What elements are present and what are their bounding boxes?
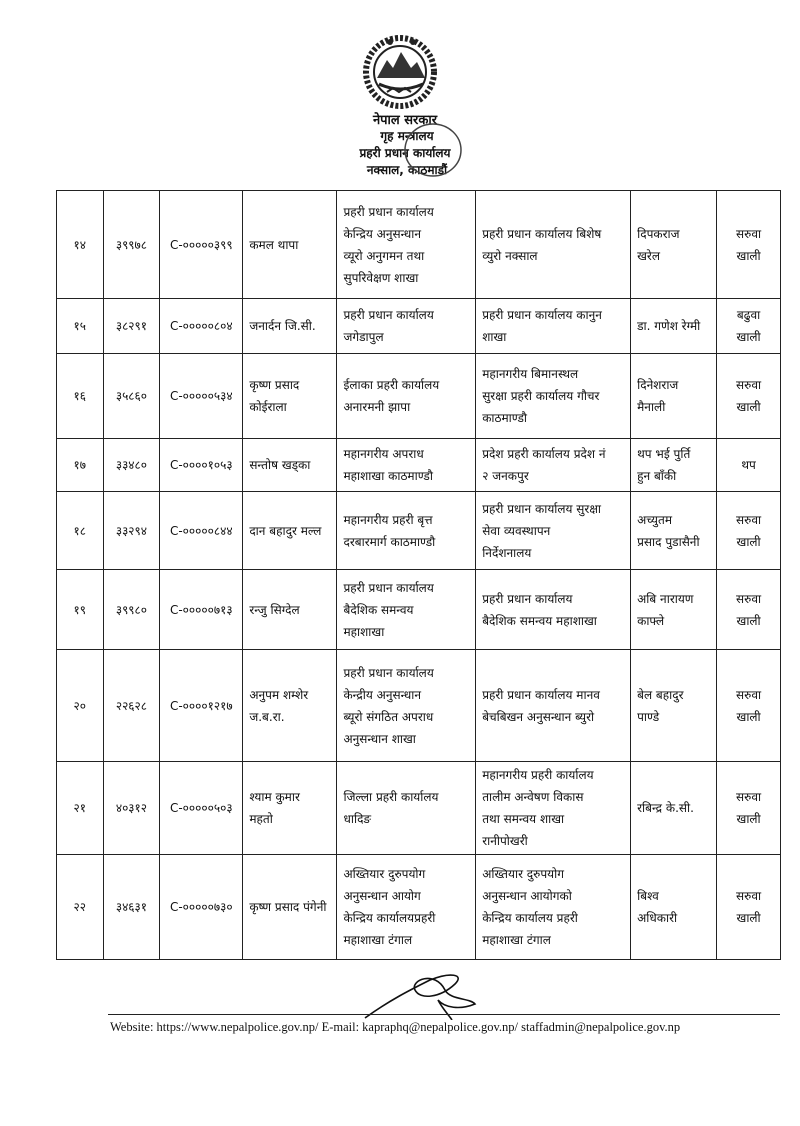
table-row xyxy=(57,762,781,855)
table-row xyxy=(57,855,781,960)
remark-line: खाली xyxy=(736,534,761,549)
current-office-line: प्रहरी प्रधान कार्यालय xyxy=(343,308,434,322)
name-cell xyxy=(243,354,337,439)
code-cell: C-०००००५०३ xyxy=(160,762,243,855)
new-office-cell xyxy=(476,439,631,492)
serial-number-cell: १४ xyxy=(57,191,104,299)
name-cell xyxy=(243,299,337,354)
replacement-officer-cell xyxy=(631,354,717,439)
new-office-cell xyxy=(476,354,631,439)
new-office-line: अनुसन्धान आयोगको xyxy=(482,889,572,903)
new-office-line: प्रहरी प्रधान कार्यालय सुरक्षा xyxy=(482,501,602,516)
new-office-line: महाशाखा टंगाल xyxy=(482,933,551,947)
new-office-cell xyxy=(476,855,631,960)
current-office-line: ईलाका प्रहरी कार्यालय xyxy=(343,378,440,392)
remark-line: खाली xyxy=(736,400,761,414)
current-office-cell xyxy=(337,354,476,439)
new-office-line: व्युरो नक्साल xyxy=(482,248,538,263)
name-line: कमल थापा xyxy=(249,237,299,252)
replacement-officer-line: दिपकराज xyxy=(637,226,680,241)
replacement-officer-line: बेल बहादुर xyxy=(637,687,684,702)
current-office-line: धादिङ xyxy=(343,812,372,826)
current-office-line: महानगरीय प्रहरी बृत्त xyxy=(343,512,433,527)
serial-number-cell: १६ xyxy=(57,354,104,439)
signature xyxy=(360,970,480,1020)
current-office-line: प्रहरी प्रधान कार्यालय xyxy=(343,204,434,219)
new-office-line: प्रहरी प्रधान कार्यालय बिशेष xyxy=(482,226,602,241)
new-office-line: निर्देशनालय xyxy=(482,545,532,560)
remark-line: खाली xyxy=(736,911,761,925)
current-office-line: अनुसन्धान आयोग xyxy=(343,889,421,903)
replacement-officer-line: हुन बाँकी xyxy=(637,469,677,483)
remark-line: सरुवा xyxy=(736,378,762,392)
footer-divider xyxy=(108,1014,780,1015)
remark-line: सरुवा xyxy=(736,226,762,241)
new-office-line: बैदेशिक समन्वय महाशाखा xyxy=(482,613,597,628)
remark-cell xyxy=(717,439,781,492)
current-office-cell xyxy=(337,762,476,855)
replacement-officer-line: प्रसाद पुडासैनी xyxy=(637,534,700,549)
current-office-line: व्यूरो अनुगमन तथा xyxy=(343,248,425,263)
remark-line: थप xyxy=(741,458,756,472)
transfer-table xyxy=(56,190,781,960)
seal-line-2: गृह मन्त्रालय xyxy=(380,129,434,143)
new-office-line: २ जनकपुर xyxy=(482,469,529,483)
name-cell xyxy=(243,762,337,855)
replacement-officer-line: थप भई पुर्ति xyxy=(637,447,691,461)
seal-line-3: प्रहरी प्रधान कार्यालय xyxy=(359,146,451,160)
current-office-line: जगेडापुल xyxy=(343,330,384,344)
remark-line: खाली xyxy=(736,330,761,344)
replacement-officer-line: डा. गणेश रेग्मी xyxy=(637,319,701,333)
current-office-line: दरबारमार्ग काठमाण्डौ xyxy=(343,534,436,549)
name-line: अनुपम शम्शेर xyxy=(249,687,309,702)
remark-line: सरुवा xyxy=(736,889,762,903)
remark-cell xyxy=(717,855,781,960)
new-office-line: महानगरीय बिमानस्थल xyxy=(482,367,579,381)
new-office-line: प्रहरी प्रधान कार्यालय कानुन xyxy=(482,308,602,322)
remark-line: खाली xyxy=(736,812,761,826)
remark-cell xyxy=(717,299,781,354)
code-cell: C-०००००८४४ xyxy=(160,492,243,570)
name-line: महतो xyxy=(249,812,273,826)
current-office-line: अख्तियार दुरुपयोग xyxy=(343,867,426,881)
current-office-line: केन्द्रिय अनुसन्धान xyxy=(343,226,422,241)
current-office-cell xyxy=(337,492,476,570)
current-office-line: प्रहरी प्रधान कार्यालय xyxy=(343,580,434,595)
current-office-line: महाशाखा काठमाण्डौ xyxy=(343,469,433,483)
serial-number-cell: २२ xyxy=(57,855,104,960)
footer-contact: Website: https://www.nepalpolice.gov.np/ E-mail: kapraphq@nepalpolice.gov.np/ staffadmin@nepalpolice.gov.np xyxy=(110,1020,681,1034)
new-office-cell xyxy=(476,191,631,299)
name-line: कृष्ण प्रसाद पंगेनी xyxy=(249,900,327,914)
code-cell: C-००००१०५३ xyxy=(160,439,243,492)
name-line: कृष्ण प्रसाद xyxy=(249,378,300,392)
name-line: दान बहादुर मल्ल xyxy=(249,523,322,538)
replacement-officer-line: अबि नारायण xyxy=(637,591,694,606)
name-line: सन्तोष खड्का xyxy=(249,458,311,472)
current-office-line: महाशाखा टंगाल xyxy=(343,933,413,947)
remark-cell xyxy=(717,191,781,299)
current-office-line: प्रहरी प्रधान कार्यालय xyxy=(343,665,434,680)
remark-cell xyxy=(717,354,781,439)
new-office-cell xyxy=(476,570,631,650)
name-cell xyxy=(243,191,337,299)
new-office-line: प्रदेश प्रहरी कार्यालय प्रदेश नं xyxy=(482,447,606,461)
code-cell: C-०००००८०४ xyxy=(160,299,243,354)
remark-cell xyxy=(717,762,781,855)
serial-number-cell: २० xyxy=(57,650,104,762)
table-row xyxy=(57,354,781,439)
name-cell xyxy=(243,492,337,570)
current-office-line: महानगरीय अपराध xyxy=(343,447,424,461)
new-office-line: तथा समन्वय शाखा xyxy=(482,812,565,826)
name-line: ज.ब.रा. xyxy=(249,709,285,724)
replacement-officer-line: मैनाली xyxy=(637,400,666,414)
police-number-cell: ३३२९४ xyxy=(103,492,160,570)
current-office-line: जिल्ला प्रहरी कार्यालय xyxy=(343,790,439,804)
current-office-cell xyxy=(337,855,476,960)
police-number-cell: ३३४८० xyxy=(103,439,160,492)
table-row xyxy=(57,570,781,650)
current-office-cell xyxy=(337,191,476,299)
remark-line: खाली xyxy=(736,709,761,724)
current-office-line: सुपरिवेक्षण शाखा xyxy=(343,270,419,285)
remark-cell xyxy=(717,570,781,650)
current-office-line: अनारमनी झापा xyxy=(343,400,411,414)
new-office-line: अख्तियार दुरुपयोग xyxy=(482,867,564,881)
remark-line: सरुवा xyxy=(736,790,762,804)
current-office-cell xyxy=(337,439,476,492)
remark-line: सरुवा xyxy=(736,687,762,702)
replacement-officer-line: खरेल xyxy=(637,248,660,263)
table-row xyxy=(57,191,781,299)
code-cell: C-०००००७१३ xyxy=(160,570,243,650)
current-office-line: महाशाखा xyxy=(343,624,385,639)
police-number-cell: ३९९७८ xyxy=(103,191,160,299)
new-office-cell xyxy=(476,492,631,570)
name-line: रन्जु सिग्देल xyxy=(249,602,300,617)
replacement-officer-line: दिनेशराज xyxy=(637,378,679,392)
new-office-line: केन्द्रिय कार्यालय प्रहरी xyxy=(482,911,578,925)
current-office-cell xyxy=(337,650,476,762)
nepal-emblem-icon xyxy=(335,22,475,192)
code-cell: C-०००००३९९ xyxy=(160,191,243,299)
new-office-cell xyxy=(476,650,631,762)
replacement-officer-cell xyxy=(631,855,717,960)
code-cell: C-०००००५३४ xyxy=(160,354,243,439)
table-row xyxy=(57,299,781,354)
replacement-officer-cell xyxy=(631,492,717,570)
code-cell: C-०००००७३० xyxy=(160,855,243,960)
new-office-line: प्रहरी प्रधान कार्यालय xyxy=(482,591,573,606)
replacement-officer-line: पाण्डे xyxy=(637,709,660,724)
police-number-cell: ३८२९१ xyxy=(103,299,160,354)
new-office-line: सेवा व्यवस्थापन xyxy=(482,523,551,538)
remark-cell xyxy=(717,492,781,570)
new-office-line: बेचबिखन अनुसन्धान ब्युरो xyxy=(482,709,595,724)
table-row xyxy=(57,439,781,492)
name-line: जनार्दन जि.सी. xyxy=(249,319,316,333)
new-office-line: शाखा xyxy=(482,330,507,344)
new-office-line: सुरक्षा प्रहरी कार्यालय गौचर xyxy=(482,389,600,403)
new-office-line: तालीम अन्वेषण विकास xyxy=(482,790,584,804)
current-office-line: अनुसन्धान शाखा xyxy=(343,731,416,746)
police-number-cell: ४०३१२ xyxy=(103,762,160,855)
replacement-officer-cell xyxy=(631,570,717,650)
replacement-officer-cell xyxy=(631,191,717,299)
serial-number-cell: १९ xyxy=(57,570,104,650)
replacement-officer-cell xyxy=(631,762,717,855)
seal-line-4: नक्साल, काठमाडौं xyxy=(366,163,448,177)
new-office-cell xyxy=(476,762,631,855)
name-cell xyxy=(243,570,337,650)
serial-number-cell: १८ xyxy=(57,492,104,570)
new-office-line: प्रहरी प्रधान कार्यालय मानव xyxy=(482,687,600,702)
new-office-line: रानीपोखरी xyxy=(482,834,528,848)
remark-line: सरुवा xyxy=(736,591,762,606)
remark-line: बढुवा xyxy=(736,308,761,322)
name-line: श्याम कुमार xyxy=(249,790,300,804)
police-number-cell: ३९९८० xyxy=(103,570,160,650)
current-office-line: केन्द्रीय अनुसन्धान xyxy=(343,687,422,702)
replacement-officer-line: अधिकारी xyxy=(637,911,678,925)
replacement-officer-cell xyxy=(631,299,717,354)
name-cell xyxy=(243,439,337,492)
serial-number-cell: १५ xyxy=(57,299,104,354)
current-office-cell xyxy=(337,570,476,650)
replacement-officer-line: काफ्ले xyxy=(637,613,665,628)
police-number-cell: ३४६३१ xyxy=(103,855,160,960)
new-office-line: काठमाण्डौ xyxy=(482,411,527,425)
replacement-officer-line: रबिन्द्र के.सी. xyxy=(637,801,694,815)
replacement-officer-cell xyxy=(631,650,717,762)
current-office-cell xyxy=(337,299,476,354)
serial-number-cell: २१ xyxy=(57,762,104,855)
police-number-cell: २२६२८ xyxy=(103,650,160,762)
replacement-officer-line: अच्युतम xyxy=(637,512,673,527)
code-cell: C-००००१२१७ xyxy=(160,650,243,762)
replacement-officer-cell xyxy=(631,439,717,492)
name-cell xyxy=(243,855,337,960)
remark-cell xyxy=(717,650,781,762)
current-office-line: बैदेशिक समन्वय xyxy=(343,602,414,617)
new-office-line: महानगरीय प्रहरी कार्यालय xyxy=(482,768,594,782)
name-line: कोईराला xyxy=(249,400,287,414)
remark-line: सरुवा xyxy=(736,512,762,527)
table-row xyxy=(57,650,781,762)
remark-line: खाली xyxy=(736,613,761,628)
serial-number-cell: १७ xyxy=(57,439,104,492)
police-number-cell: ३५८६० xyxy=(103,354,160,439)
current-office-line: ब्यूरो संगठित अपराध xyxy=(343,709,434,724)
seal-line-1: नेपाल सरकार xyxy=(372,113,438,128)
table-row xyxy=(57,492,781,570)
remark-line: खाली xyxy=(736,248,761,263)
name-cell xyxy=(243,650,337,762)
replacement-officer-line: बिश्व xyxy=(637,889,659,903)
current-office-line: केन्द्रिय कार्यालयप्रहरी xyxy=(343,911,436,925)
new-office-cell xyxy=(476,299,631,354)
government-seal xyxy=(335,22,475,192)
